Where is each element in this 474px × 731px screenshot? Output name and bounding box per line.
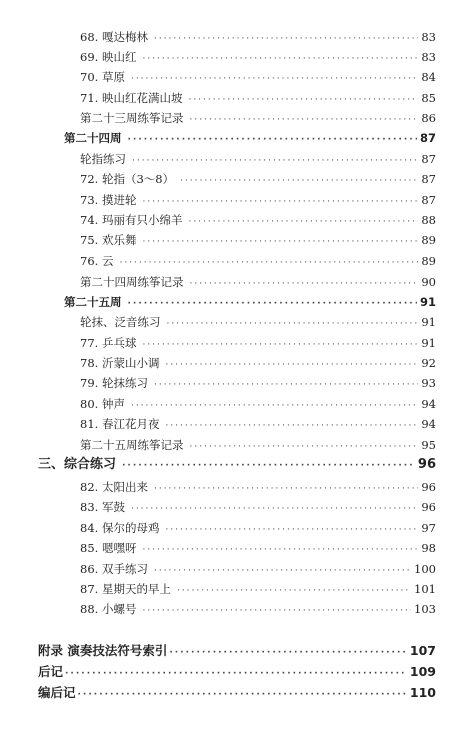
- toc-entry-82: [80, 479, 436, 497]
- dot-leader: [142, 542, 418, 558]
- toc-entry-page: 86: [421, 111, 436, 125]
- dot-leader: [142, 234, 418, 250]
- dot-leader: [122, 458, 415, 474]
- toc-entry-page: 83: [421, 30, 436, 44]
- toc-entry-label: 84. 保尔的母鸡: [80, 521, 160, 535]
- toc-editors-postscript-label: 编后记: [38, 685, 76, 700]
- toc-entry-label: 86. 双手练习: [80, 562, 148, 576]
- toc-entry-label: 83. 军鼓: [80, 500, 125, 514]
- toc-entry-label: 79. 轮抹练习: [80, 376, 148, 390]
- toc-entry-page: 91: [421, 336, 436, 350]
- toc-entry-label: 85. 嗯嘿呀: [80, 541, 137, 555]
- toc-entry-label: 轮抹、泛音练习: [80, 315, 161, 329]
- toc-entry-page: 109: [409, 664, 436, 679]
- toc-entry-page: 92: [421, 356, 436, 370]
- toc-postscript: [38, 664, 436, 682]
- toc-section-week24: [64, 130, 436, 148]
- dot-leader: [165, 357, 418, 373]
- toc-entry-label: 轮指练习: [80, 152, 126, 166]
- dot-leader: [180, 173, 418, 189]
- toc-entry-label: 74. 玛丽有只小绵羊: [80, 213, 183, 227]
- dot-leader: [167, 316, 419, 332]
- dot-leader: [128, 132, 417, 148]
- toc-entry-page: 110: [409, 685, 436, 700]
- dot-leader: [177, 583, 411, 599]
- toc-entry-73: [80, 192, 436, 210]
- toc-entry-page: 101: [414, 582, 436, 596]
- toc-entry-page: 103: [414, 602, 436, 616]
- toc-entry-page: 89: [421, 254, 436, 268]
- toc-entry-80: [80, 396, 436, 414]
- toc-part-three: [38, 457, 436, 474]
- dot-leader: [142, 603, 411, 619]
- toc-entry-week24-record: [80, 274, 436, 292]
- toc-entry-79: [80, 375, 436, 393]
- dot-leader: [119, 255, 418, 271]
- toc-appendix-label: 附录 演奏技法符号索引: [38, 643, 168, 658]
- toc-entry-75: [80, 232, 436, 250]
- dot-leader: [128, 296, 417, 312]
- toc-entry-71: [80, 90, 436, 108]
- dot-leader: [188, 92, 418, 108]
- toc-entry-label: 75. 欢乐舞: [80, 233, 137, 247]
- toc-entry-label: 70. 草原: [80, 70, 125, 84]
- toc-entry-page: 100: [414, 562, 436, 576]
- dot-leader: [78, 687, 407, 703]
- toc-entry-83: [80, 499, 436, 517]
- toc-entry-label: 82. 太阳出来: [80, 480, 148, 494]
- toc-entry-week23-record: [80, 110, 436, 128]
- toc-entry-page: 94: [421, 397, 436, 411]
- dot-leader: [154, 377, 418, 393]
- toc-entry-label: 72. 轮指（3～8）: [80, 172, 175, 186]
- toc-entry-page: 97: [421, 521, 436, 535]
- toc-section-label: 第二十五周: [64, 295, 122, 309]
- dot-leader: [131, 501, 418, 517]
- toc-entry-page: 96: [421, 480, 436, 494]
- toc-entry-week25-record: [80, 437, 436, 455]
- toc-entry-page: 95: [421, 438, 436, 452]
- toc-entry-74: [80, 212, 436, 230]
- toc-entry-label: 76. 云: [80, 254, 114, 268]
- toc-entry-78: [80, 355, 436, 373]
- toc-entry-68: [80, 29, 436, 47]
- toc-entry-page: 88: [421, 213, 436, 227]
- toc-part-label: 三、综合练习: [38, 457, 117, 472]
- toc-entry-page: 107: [409, 643, 436, 658]
- toc-entry-page: 96: [421, 500, 436, 514]
- toc-entry-page: 83: [421, 50, 436, 64]
- toc-entry-page: 84: [421, 70, 436, 84]
- dot-leader: [142, 51, 418, 67]
- toc-entry-label: 88. 小螺号: [80, 602, 137, 616]
- dot-leader: [154, 481, 418, 497]
- toc-entry-72: [80, 171, 436, 189]
- toc-entry-page: 94: [421, 417, 436, 431]
- toc-entry-label: 78. 沂蒙山小调: [80, 356, 160, 370]
- toc-subsection-roll-finger: [80, 151, 436, 169]
- toc-entry-page: 87: [421, 172, 436, 186]
- toc-entry-84: [80, 520, 436, 538]
- dot-leader: [190, 439, 419, 455]
- toc-entry-page: 85: [421, 91, 436, 105]
- toc-entry-page: 87: [421, 152, 436, 166]
- toc-entry-page: 91: [419, 295, 436, 309]
- toc-entry-81: [80, 416, 436, 434]
- toc-entry-label: 87. 星期天的早上: [80, 582, 171, 596]
- toc-entry-label: 81. 春江花月夜: [80, 417, 160, 431]
- dot-leader: [188, 214, 418, 230]
- toc-subsection-roll-harmonic: [80, 314, 436, 332]
- toc-appendix: [38, 643, 436, 661]
- dot-leader: [132, 153, 418, 169]
- toc-entry-page: 91: [421, 315, 436, 329]
- toc-entry-85: [80, 540, 436, 558]
- toc-entry-page: 89: [421, 233, 436, 247]
- toc-entry-label: 73. 摸进轮: [80, 193, 137, 207]
- toc-entry-70: [80, 69, 436, 87]
- toc-entry-label: 68. 嘎达梅林: [80, 30, 148, 44]
- dot-leader: [165, 522, 418, 538]
- dot-leader: [190, 112, 419, 128]
- toc-entry-page: 90: [421, 275, 436, 289]
- dot-leader: [154, 563, 411, 579]
- toc-entry-page: 87: [421, 193, 436, 207]
- toc-entry-label: 77. 乒乓球: [80, 336, 137, 350]
- toc-entry-label: 第二十四周练筝记录: [80, 275, 184, 289]
- dot-leader: [190, 276, 419, 292]
- toc-entry-label: 69. 映山红: [80, 50, 137, 64]
- toc-section-week25: [64, 294, 436, 312]
- toc-entry-label: 80. 钟声: [80, 397, 125, 411]
- dot-leader: [131, 71, 418, 87]
- toc-entry-label: 第二十五周练筝记录: [80, 438, 184, 452]
- dot-leader: [142, 194, 418, 210]
- toc-entry-87: [80, 581, 436, 599]
- toc-entry-76: [80, 253, 436, 271]
- toc-entry-77: [80, 335, 436, 353]
- toc-postscript-label: 后记: [38, 664, 64, 679]
- toc-entry-86: [80, 561, 436, 579]
- toc-section-label: 第二十四周: [64, 131, 122, 145]
- dot-leader: [154, 31, 418, 47]
- dot-leader: [169, 645, 407, 661]
- toc-entry-page: 98: [421, 541, 436, 555]
- dot-leader: [131, 398, 418, 414]
- dot-leader: [142, 337, 418, 353]
- toc-entry-page: 93: [421, 376, 436, 390]
- toc-entry-page: 96: [417, 457, 436, 472]
- toc-entry-label: 第二十三周练筝记录: [80, 111, 184, 125]
- dot-leader: [65, 666, 407, 682]
- toc-entry-label: 71. 映山红花满山坡: [80, 91, 183, 105]
- toc-entry-page: 87: [419, 131, 436, 145]
- toc-entry-88: [80, 601, 436, 619]
- toc-entry-69: [80, 49, 436, 67]
- toc-editors-postscript: [38, 685, 436, 703]
- dot-leader: [165, 418, 418, 434]
